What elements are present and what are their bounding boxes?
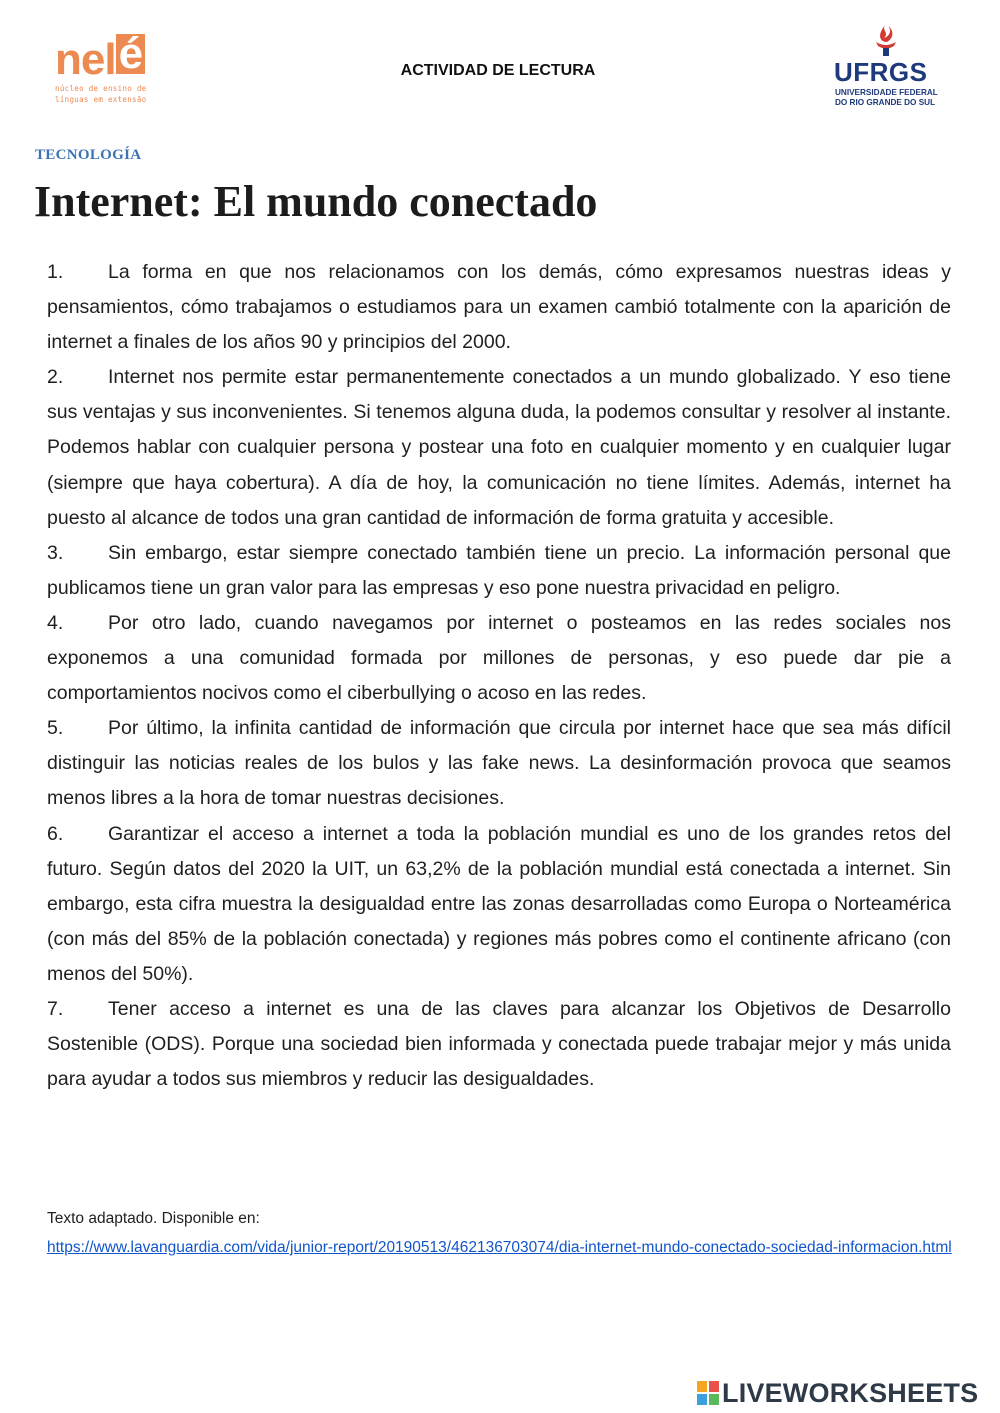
source-label: Texto adaptado. Disponible en: — [47, 1210, 260, 1227]
ufrgs-logo — [832, 22, 944, 112]
ufrgs-subtitle-line-2: DO RIO GRANDE DO SUL — [835, 98, 936, 107]
paragraph-text: Tener acceso a internet es una de las claves para alcanzar los Objetivos de Desarrollo Sostenible (ODS). Porque una sociedad bien informada y conectada puede trabajar mejor y más unida para ayudar a todos sus miembros y reducir las desigualdades. — [47, 997, 951, 1091]
ufrgs-subtitle-line-1: UNIVERSIDADE FEDERAL — [835, 88, 938, 97]
nele-logo — [55, 29, 175, 110]
liveworksheets-brand — [697, 1378, 997, 1408]
paragraph-number: 4. — [47, 611, 64, 634]
paragraph-3 — [47, 536, 951, 606]
paragraph-number: 6. — [47, 822, 64, 845]
paragraph-1 — [47, 255, 951, 360]
paragraph-4 — [47, 606, 951, 711]
paragraph-text: Internet nos permite estar permanentemente conectados a un mundo globalizado. Y eso tiene sus ventajas y sus inconvenientes. Si tenemos alguna duda, la podemos consultar y resolver al instante. Podemos hablar con cualquier persona y postear una foto en cualquier momento y en cualquier lugar (siempre que haya cobertura). A día de hoy, la comunicación no tiene límites. Además, internet ha puesto al alcance de todos una gran cantidad de información de forma gratuita y accesible. — [47, 366, 951, 529]
ufrgs-logo-subtitle — [835, 88, 938, 108]
nele-logo-word: nelé — [55, 38, 175, 82]
paragraph-number: 1. — [47, 261, 64, 283]
paragraph-7 — [47, 992, 951, 1097]
paragraph-number: 2. — [47, 366, 64, 389]
liveworksheets-wordmark: LIVEWORKSHEETS — [722, 1378, 979, 1408]
paragraph-text: La forma en que nos relacionamos con los demás, cómo expresamos nuestras ideas y pensamientos, cómo trabajamos o estudiamos para un examen cambió totalmente con la aparición de internet a finales de los años 90 y principios del 2000. — [47, 261, 951, 354]
torch-flame-icon — [866, 22, 906, 58]
article-category: TECNOLOGÍA — [35, 147, 142, 163]
paragraph-text: Sin embargo, estar siempre conectado también tiene un precio. La información personal que publicamos tiene un gran valor para las empresas y eso pone nuestra privacidad en peligro. — [47, 541, 951, 599]
ufrgs-logo-word: UFRGS — [834, 57, 928, 87]
paragraph-number: 5. — [47, 717, 64, 740]
paragraph-text: Por otro lado, cuando navegamos por internet o posteamos en las redes sociales nos exponemos a una comunidad formada por millones de personas, y eso puede dar pie a comportamientos nocivos como el ciberbullying o acoso en las redes. — [47, 611, 951, 705]
paragraph-number: 3. — [47, 541, 64, 564]
paragraph-text: Por último, la infinita cantidad de información que circula por internet hace que sea más difícil distinguir las noticias reales de los bulos y las fake news. La desinformación provoca que seamos menos libres a la hora de tomar nuestras decisiones. — [47, 717, 951, 810]
nele-logo-subtitle-2: línguas em extensão — [55, 95, 147, 104]
source-link[interactable]: https://www.lavanguardia.com/vida/junior-report/20190513/462136703074/dia-internet-mundo-conectado-sociedad-informacion.html — [47, 1239, 952, 1256]
article-body — [47, 255, 951, 1097]
paragraph-2 — [47, 360, 951, 535]
paragraph-6 — [47, 817, 951, 992]
paragraph-5 — [47, 711, 951, 816]
page-header — [0, 0, 1000, 120]
document-title: ACTIVIDAD DE LECTURA — [400, 62, 596, 79]
source-citation — [47, 1204, 957, 1262]
nele-logo-subtitle-1: núcleo de ensino de — [55, 84, 147, 93]
liveworksheets-logo-icon — [697, 1381, 719, 1405]
paragraph-text: Garantizar el acceso a internet a toda la población mundial es uno de los grandes retos del futuro. Según datos del 2020 la UIT, un 63,2% de la población mundial está conectada a internet. Sin embargo, esta cifra muestra la desigualdad entre las zonas desarrolladas como Europa o Norteamérica (con más del 85% de la población conectada) y regiones más pobres como el continente africano (con menos del 50%). — [47, 822, 951, 985]
paragraph-number: 7. — [47, 997, 64, 1020]
article-title: Internet: El mundo conectado — [34, 177, 598, 226]
